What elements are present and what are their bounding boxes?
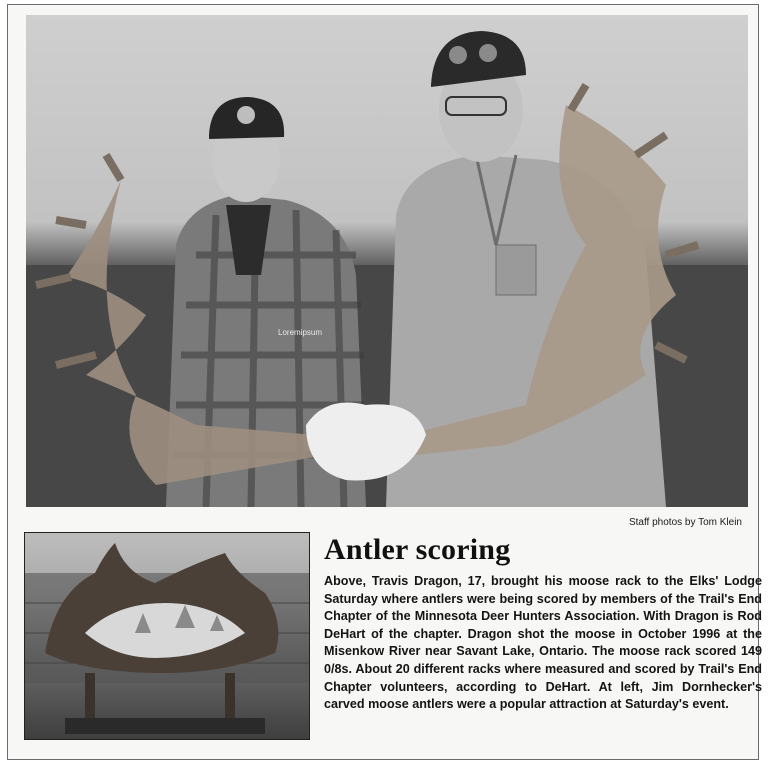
- photo-credit: Staff photos by Tom Klein: [628, 517, 742, 528]
- headline: Antler scoring: [324, 533, 511, 566]
- shirt-text: Loremipsum: [278, 328, 323, 337]
- main-photo-illustration: [26, 15, 748, 507]
- article-body: Above, Travis Dragon, 17, brought his moose rack to the Elks' Lodge Saturday where antlers were being scored by members of the Trail's End Chapter of the Minnesota Deer Hunters Association. With Dragon is Rod DeHart of the chapter. Dragon shot the moose in October 1996 at the Misenkow River near Savant Lake, Ontario. The moose rack scored 149 0/8s. About 20 different racks where measured and scored by Trail's End Chapter volunteers, according to DeHart. At left, Jim Dornhecker's carved moose antlers were a popular attraction at Saturday's event.: [324, 574, 762, 712]
- inset-photo: [24, 532, 310, 740]
- newspaper-clipping: [7, 4, 762, 760]
- carved-antler-illustration: [25, 533, 310, 740]
- main-photo: [26, 15, 748, 507]
